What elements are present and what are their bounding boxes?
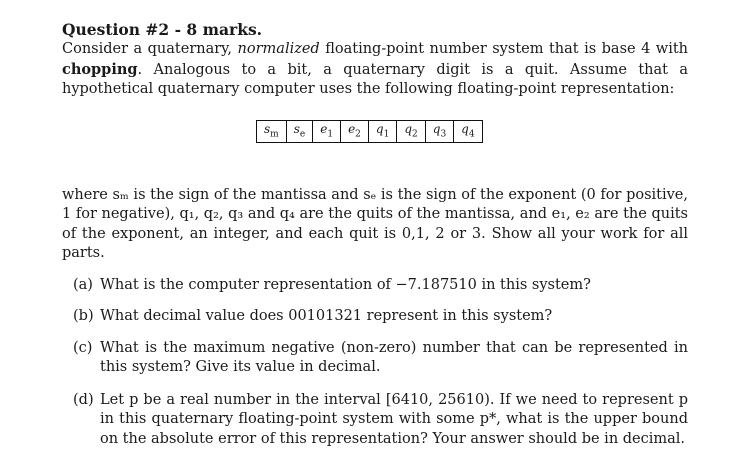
question-title: Question #2 - 8 marks. bbox=[62, 20, 688, 40]
field-mantissa-quit-3: $q_3$ bbox=[425, 120, 453, 142]
field-exponent-quit-1: $e_1$ bbox=[313, 120, 341, 142]
question-parts bbox=[62, 276, 688, 449]
field-mantissa-quit-1: $q_1$ bbox=[368, 120, 396, 142]
part-d-text: Let p be a real number in the interval [6410, 25610). If we need to represent p in this quaternary floating-point system with some p*, what is the upper bound on the absolute error of this representation? Your answer should be in decimal. bbox=[100, 391, 688, 449]
part-c-text: What is the maximum negative (non-zero) number that can be represented in this system? Give its value in decimal. bbox=[100, 339, 688, 378]
intro-text-1: Consider a quaternary, bbox=[62, 41, 238, 57]
field-exponent-quit-2: $e_2$ bbox=[341, 120, 369, 142]
field-description: where sₘ is the sign of the mantissa and sₑ is the sign of the exponent (0 for positive, 1 for negative), q₁, q₂, q₃ and q₄ are the quits of the mantissa, and e₁, e₂ are the quits of the exponent, an integer, and each quit is 0,1, 2 or 3. Show all your work for all parts. bbox=[62, 186, 688, 264]
part-a bbox=[62, 276, 688, 296]
part-c bbox=[62, 339, 688, 378]
part-b-label: (b) bbox=[62, 307, 100, 327]
intro-bold-chopping: chopping bbox=[62, 61, 138, 78]
part-a-text: What is the computer representation of −7.187510 in this system? bbox=[100, 276, 688, 296]
field-mantissa-quit-4: $q_4$ bbox=[454, 120, 482, 142]
part-d bbox=[62, 391, 688, 449]
intro-text-2: floating-point number system that is base 4 with bbox=[320, 41, 688, 57]
field-sign-mantissa: $s_m$ bbox=[257, 120, 287, 142]
part-b-text: What decimal value does 00101321 represent in this system? bbox=[100, 307, 688, 327]
intro-emphasis-normalized: normalized bbox=[238, 41, 320, 57]
field-mantissa-quit-2: $q_2$ bbox=[397, 120, 425, 142]
representation-diagram bbox=[62, 120, 688, 175]
part-b bbox=[62, 307, 688, 327]
representation-table bbox=[256, 120, 483, 143]
field-sign-exponent: $s_e$ bbox=[286, 120, 313, 142]
part-c-label: (c) bbox=[62, 339, 100, 378]
part-d-label: (d) bbox=[62, 391, 100, 449]
intro-text-3: . Analogous to a bit, a quaternary digit is a quit. Assume that a hypothetical quaternary computer uses the following floating-point representation: bbox=[62, 62, 688, 98]
part-a-label: (a) bbox=[62, 276, 100, 296]
question-intro bbox=[62, 40, 688, 100]
document-page bbox=[62, 20, 688, 449]
